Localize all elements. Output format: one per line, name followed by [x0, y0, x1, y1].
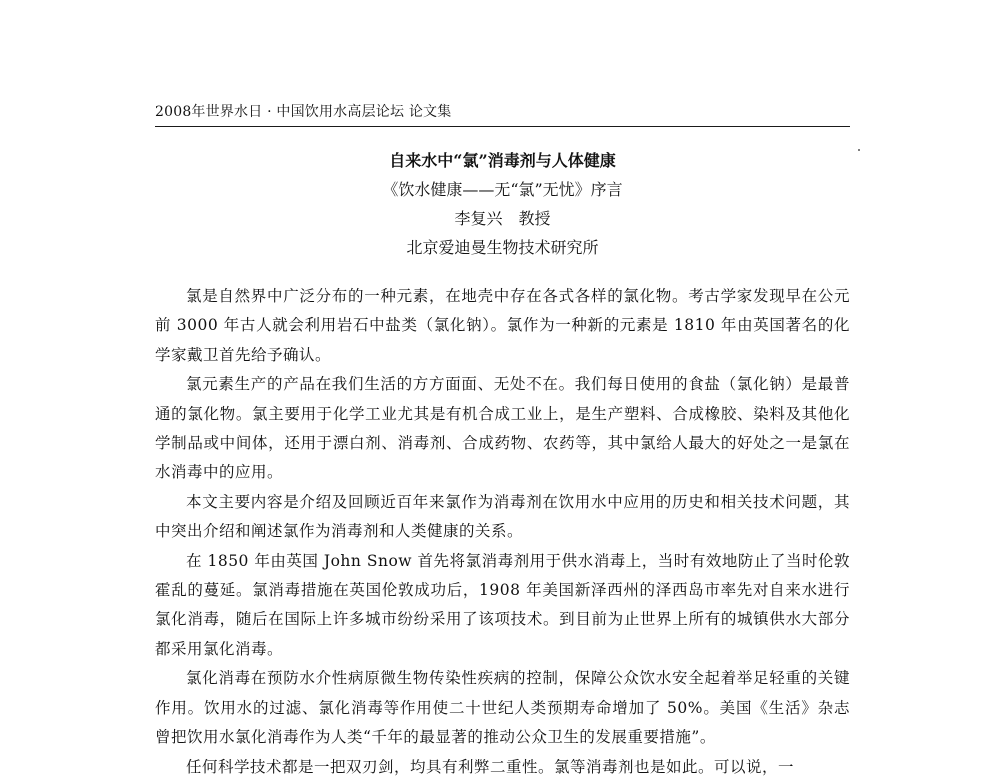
article-title: 自来水中“氯”消毒剂与人体健康 [389, 151, 616, 170]
body-paragraph: 氯化消毒在预防水介性病原微生物传染性疾病的控制，保障公众饮水安全起着举足轻重的关键作用。饮用水的过滤、氯化消毒等作用使二十世纪人类预期寿命增加了 50%。美国《生活》杂志曾把饮用水氯化消毒作为人类“千年的最显著的推动公众卫生的发展重要措施”。 [155, 669, 850, 747]
body-paragraph: 氯元素生产的产品在我们生活的方方面面、无处不在。我们每日使用的食盐（氯化钠）是最普通的氯化物。氯主要用于化学工业尤其是有机合成工业上，是生产塑料、合成橡胶、染料及其他化学制品或中间体，还用于漂白剂、消毒剂、合成药物、农药等，其中氯给人最大的好处之一是氯在水消毒中的应用。 [155, 375, 850, 482]
scan-speck [858, 149, 860, 151]
author-line: 李复兴 教授 [454, 209, 551, 228]
article-body [155, 282, 850, 782]
body-paragraph: 在 1850 年由英国 John Snow 首先将氯消毒剂用于供水消毒上，当时有效地防止了当时伦敦霍乱的蔓延。氯消毒措施在英国伦敦成功后，1908 年美国新泽西州的泽西岛市率先对自来水进行氯化消毒，随后在国际上许多城市纷纷采用了该项技术。到目前为止世界上所有的城镇供水大部分都采用氯化消毒。 [155, 551, 850, 658]
body-paragraph: 氯是自然界中广泛分布的一种元素，在地壳中存在各式各样的氯化物。考古学家发现早在公元前 3000 年古人就会利用岩石中盐类（氯化钠）。氯作为一种新的元素是 1810 年由英国著名的化学家戴卫首先给予确认。 [155, 287, 850, 364]
article-subtitle: 《饮水健康——无“氯”无忧》序言 [382, 180, 623, 199]
author-affiliation: 北京爱迪曼生物技术研究所 [406, 238, 599, 257]
article-title-block [155, 146, 850, 262]
running-header: 2008年世界水日 · 中国饮用水高层论坛 论文集 [155, 104, 452, 120]
body-paragraph: 本文主要内容是介绍及回顾近百年来氯作为消毒剂在饮用水中应用的历史和相关技术问题，其中突出介绍和阐述氯作为消毒剂和人类健康的关系。 [155, 492, 850, 541]
header-rule [155, 126, 850, 127]
body-paragraph: 任何科学技术都是一把双刃剑，均具有利弊二重性。氯等消毒剂也是如此。可以说，一 [186, 757, 795, 776]
